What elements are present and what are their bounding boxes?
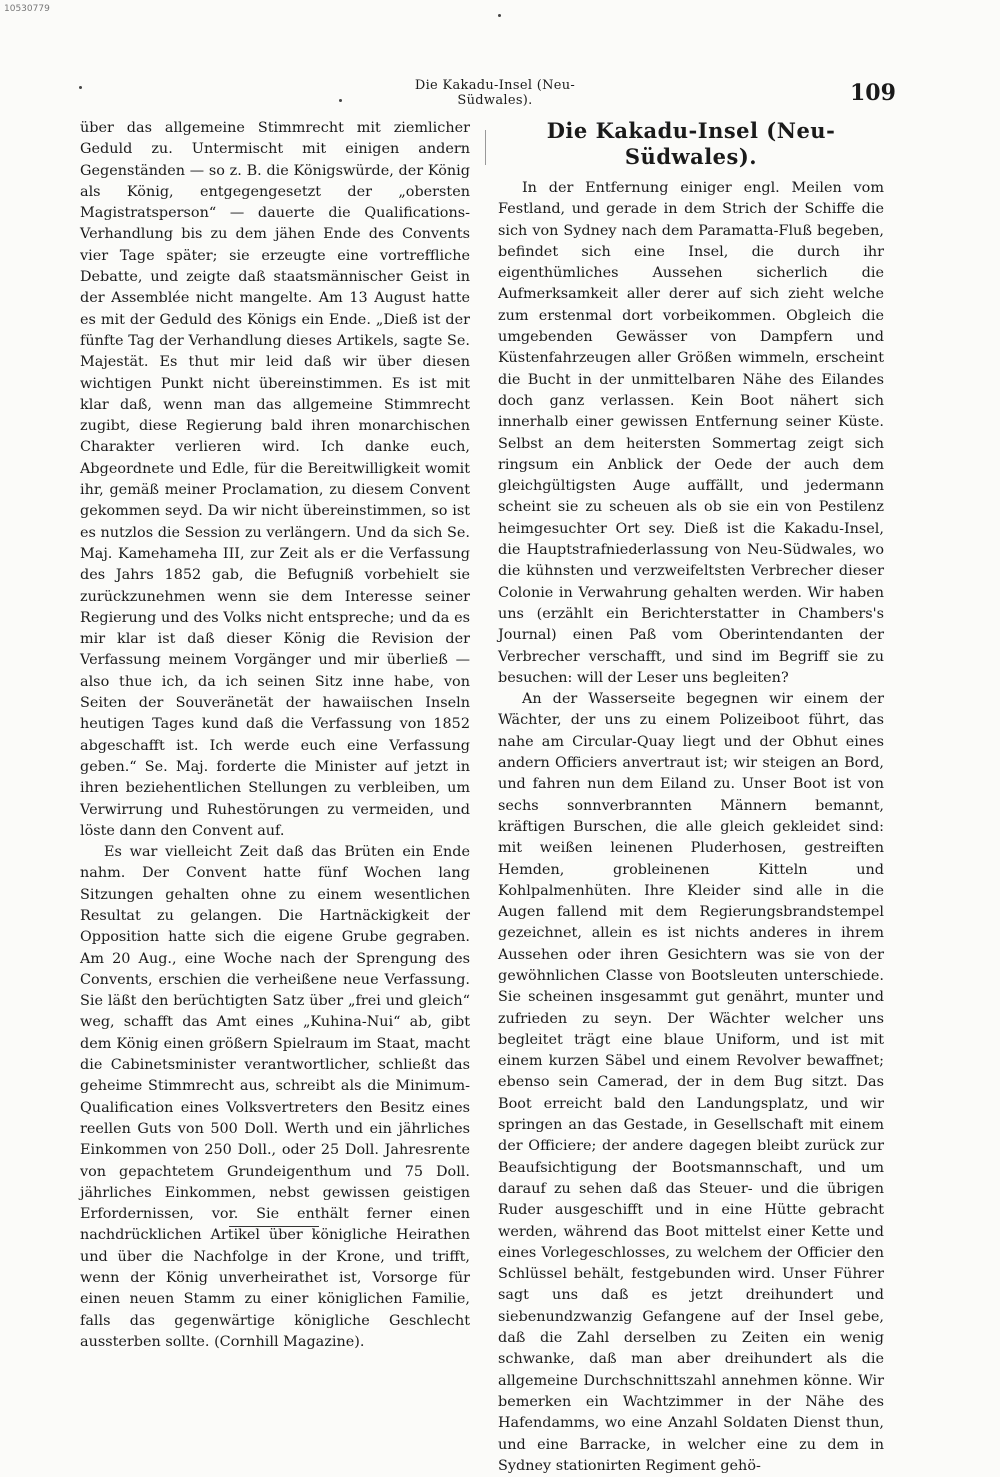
print-speck — [498, 14, 501, 17]
print-speck — [79, 86, 82, 89]
page-number: 109 — [850, 80, 896, 106]
running-head: Die Kakadu-Insel (Neu-Südwales). — [414, 78, 576, 108]
print-speck — [339, 99, 342, 102]
paragraph: über das allgemeine Stimmrecht mit ziemlicher Geduld zu. Untermischt mit einigen andern Gegenständen — so z. B. die Königswürde, der König als König, entgegengesetzt der „obersten Magistratsperson“ — dauerte die Qualifications-Verhandlung bis zu dem jähen Ende des Convents vier Tage später; sie erzeugte eine vortreffliche Debatte, und zeigte daß staatsmännischer Geist in der Assemblée nicht mangelte. Am 13 August hatte es mit der Geduld des Königs ein Ende. „Dieß ist der fünfte Tag der Verhandlung dieses Artikels, sagte Se. Majestät. Es thut mir leid daß wir über diesen wichtigen Punkt nicht übereinstimmen. Es ist mit klar daß, wenn man das allgemeine Stimmrecht zugibt, diese Regierung bald ihren monarchischen Charakter verlieren wird. Ich danke euch, Abgeordnete und Edle, für die Bereitwilligkeit womit ihr, gemäß meiner Proclamation, zu diesem Convent gekommen seyd. Da wir nicht übereinstimmen, so ist es nutzlos die Session zu verlängern. Und da sich Se. Maj. Kamehameha III, zur Zeit als er die Verfassung des Jahrs 1852 gab, die Befugniß vorbehielt sie zurückzunehmen wenn sie dem Interesse seiner Regierung und des Volks nicht entspreche; und da es mir klar ist daß dieser König die Revision der Verfassung meinem Vorgänger und mir überließ — also thue ich, da ich seinen Sitz inne habe, von Seiten der Souveränetät der hawaiischen Inseln heutigen Tages kund daß die Verfassung von 1852 abgeschafft ist. Ich werde euch eine Verfassung geben.“ Se. Maj. forderte die Minister auf jetzt in ihren beziehentlichen Stellungen zu verbleiben, um Verwirrung und Ruhestörungen zu vermeiden, und löste dann den Convent auf. — [80, 120, 470, 839]
right-column — [498, 118, 884, 1477]
section-end-rule — [229, 1226, 319, 1227]
column-divider — [485, 130, 486, 165]
archive-id: 10530779 — [4, 4, 50, 14]
paragraph: An der Wasserseite begegnen wir einem der Wächter, der uns zu einem Polizeiboot führt, das nahe am Circular-Quay liegt und der Obhut eines andern Officiers anvertraut ist; wir steigen an Bord, und fahren nun dem Eiland zu. Unser Boot ist von sechs sonnverbrannten Männern bemannt, kräftigen Burschen, die alle gleich gekleidet sind: mit weißen leinenen Pluderhosen, gestreiften Hemden, grobleinenen Kitteln und Kohlpalmenhüten. Ihre Kleider sind alle in die Augen fallend mit dem Regierungsbrandstempel gezeichnet, allein es ist nichts anderes in ihrem Aussehen oder ihren Gesichtern was sie von der gewöhnlichen Classe von Bootsleuten unterschiede. Sie scheinen insgesammt gut genährt, munter und zufrieden zu seyn. Der Wächter welcher uns begleitet trägt eine blaue Uniform, und ist mit einem kurzen Säbel und einem Revolver bewaffnet; ebenso sein Camerad, der in dem Bug sitzt. Das Boot erreicht bald den Landungsplatz, und wir springen an das Gestade, in Gesellschaft mit einem der Officiere; der andere dagegen bleibt zurück zur Beaufsichtigung der Bootsmannschaft, und um darauf zu sehen daß das Steuer- und die übrigen Ruder ausgeschifft und in eine Hütte gebracht werden, während das Boot mittelst einer Kette und eines Vorlegeschlosses, zu welchem der Officier den Schlüssel behält, festgebunden wird. Unser Führer sagt uns daß es jetzt dreihundert und siebenundzwanzig Gefangene auf der Insel gebe, daß die Zahl derselben zu Zeiten ein wenig schwanke, daß man aber dreihundert als die allgemeine Durchschnittszahl annehmen könne. Wir bemerken ein Wachtzimmer in der Nähe des Hafendamms, wo eine Anzahl Soldaten Dienst thun, und eine Barracke, in welcher eine zu dem in Sydney stationirten Regiment gehö- — [498, 691, 884, 1474]
paragraph: Es war vielleicht Zeit daß das Brüten ein Ende nahm. Der Convent hatte fünf Wochen lang Sitzungen gehalten ohne zu einem wesentlichen Resultat zu gelangen. Die Hartnäckigkeit der Opposition hatte sich die eigene Grube gegraben. Am 20 Aug., eine Woche nach der Sprengung des Convents, erschien die verheißene neue Verfassung. Sie läßt den berüchtigten Satz über „frei und gleich“ weg, schafft das Amt eines „Kuhina-Nui“ ab, gibt dem König einen größern Spielraum im Staat, macht die Cabinetsminister verantwortlicher, schließt das geheime Stimmrecht aus, schreibt als die Minimum-Qualification eines Volksvertreters den Besitz eines reellen Guts von 500 Doll. Werth und ein jährliches Einkommen von 250 Doll., oder 25 Doll. Jahresrente von gepachtetem Grundeigenthum und 75 Doll. jährliches Einkommen, nebst gewissen geistigen Erfordernissen, vor. Sie enthält ferner einen nachdrücklichen Artikel über königliche Heirathen und über die Nachfolge in der Krone, und trifft, wenn der König unverheirathet ist, Vorsorge für einen neuen Stamm zu einer königlichen Familie, falls das gegenwärtige königliche Geschlecht aussterben sollte. (Cornhill Magazine). — [80, 844, 470, 1350]
paragraph: In der Entfernung einiger engl. Meilen vom Festland, und gerade in dem Strich der Schiffe die sich von Sydney nach dem Paramatta-Fluß begeben, befindet sich eine Insel, die durch ihr eigenthümliches Aussehen sicherlich die Aufmerksamkeit aller derer auf sich zieht welche zum erstenmal dort vorbeikommen. Obgleich die umgebenden Gewässer von Dampfern und Küstenfahrzeugen aller Größen wimmeln, erscheint die Bucht in der unmittelbaren Nähe des Eilandes doch ganz verlassen. Kein Boot nähert sich innerhalb einer gewissen Entfernung seiner Küste. Selbst an dem heitersten Sommertag zeigt sich ringsum ein Anblick der Oede der auch dem gleichgültigsten Auge auffällt, und jedermann scheint sie zu scheuen als ob sie ein von Pestilenz heimgesuchter Ort sey. Dieß ist die Kakadu-Insel, die Hauptstrafniederlassung von Neu-Südwales, wo die kühnsten und verzweifeltsten Verbrecher dieser Colonie in Verwahrung gehalten werden. Wir haben uns (erzählt ein Berichterstatter in Chambers's Journal) einen Paß vom Oberintendanten der Verbrecher verschafft, und sind im Begriff sie zu besuchen: will der Leser uns begleiten? — [498, 180, 884, 686]
left-column — [80, 118, 470, 1353]
article-title: Die Kakadu-Insel (Neu-Südwales). — [546, 118, 836, 169]
